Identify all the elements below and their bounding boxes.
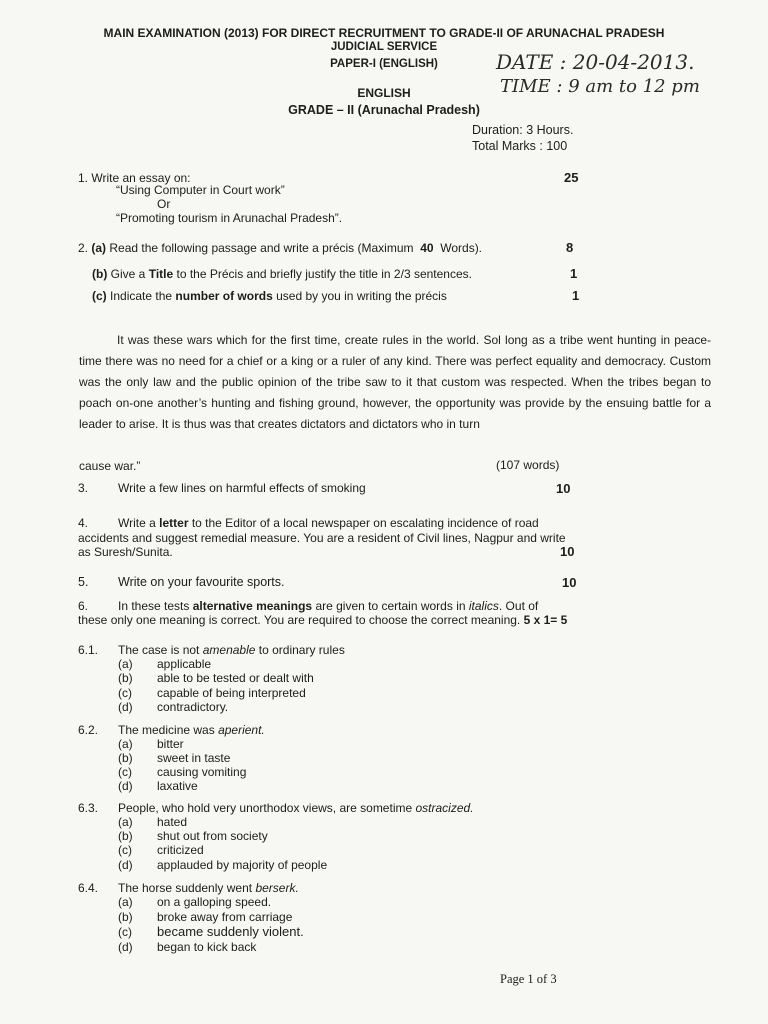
option-label: (a) [118, 895, 133, 909]
option-text: broke away from carriage [157, 910, 293, 924]
option-text: causing vomiting [157, 765, 247, 779]
q1-topic-2: “Promoting tourism in Arunachal Pradesh”. [116, 211, 343, 225]
option-label: (d) [118, 779, 133, 793]
option-text: applicable [157, 657, 212, 671]
option-label: (a) [118, 815, 133, 829]
q6-pre: In these tests [118, 599, 190, 613]
q2c-post: used by you in writing the précis [276, 289, 447, 303]
item-question [118, 881, 299, 895]
option-text: became suddenly violent. [157, 924, 304, 939]
option-label: (c) [118, 765, 132, 779]
paper-line: PAPER-I (ENGLISH) [330, 58, 438, 70]
item-question-pre: The horse suddenly went [118, 881, 253, 895]
grade-heading: GRADE – II (Arunachal Pradesh) [288, 103, 480, 117]
q6-mid: are given to certain words in [315, 599, 466, 613]
item-number: 6.2. [78, 723, 99, 737]
item-number: 6.4. [78, 881, 99, 895]
option-label: (b) [118, 910, 133, 924]
option-label: (c) [118, 843, 132, 857]
item-question-pre: People, who hold very unorthodox views, are sometime [118, 801, 413, 815]
q5-marks: 10 [562, 575, 577, 590]
option-text: bitter [157, 737, 184, 751]
q2a-text-end: Words). [440, 241, 483, 255]
item-question-pre: The case is not [118, 643, 200, 657]
q6-bold: alternative meanings [192, 599, 313, 613]
duration: Duration: 3 Hours. [472, 123, 574, 137]
item-question-post: to ordinary rules [258, 643, 345, 657]
option-text: contradictory. [157, 700, 229, 714]
q1-or: Or [157, 197, 171, 211]
option-text: laxative [157, 779, 198, 793]
q2b-bold: Title [148, 267, 174, 281]
option-text: criticized [157, 843, 204, 857]
q4-post: to the Editor of a local newspaper on escalating incidence of road [191, 516, 539, 530]
passage-word-count: (107 words) [496, 458, 560, 472]
q6-line-2-text: these only one meaning is correct. You are required to choose the correct meaning. [78, 613, 521, 627]
option-text: capable of being interpreted [157, 686, 306, 700]
option-text: on a galloping speed. [157, 895, 272, 909]
item-question [118, 801, 474, 815]
q6-marks: 5 x 1= 5 [523, 613, 568, 627]
total-marks: Total Marks : 100 [472, 139, 568, 153]
option-label: (c) [118, 686, 132, 700]
item-italic-word: berserk. [255, 881, 299, 895]
q2b-label: (b) [92, 267, 108, 281]
option-label: (c) [118, 925, 132, 939]
q4-line-3: as Suresh/Sunita. [78, 545, 173, 559]
q2a-label: (a) [91, 241, 107, 255]
item-number: 6.3. [78, 801, 99, 815]
q6-italic: italics [468, 599, 499, 613]
option-label: (b) [118, 829, 133, 843]
option-text: applauded by majority of people [157, 858, 328, 872]
option-text: shut out from society [157, 829, 268, 843]
item-question [118, 723, 265, 737]
q2a-line [78, 241, 482, 255]
q2-number: 2. [78, 241, 89, 255]
q2a-marks: 8 [566, 240, 574, 255]
q2b-line [92, 267, 472, 281]
option-text: sweet in taste [157, 751, 231, 765]
q5-number: 5. [78, 575, 89, 589]
option-label: (b) [118, 671, 133, 685]
item-question-pre: The medicine was [118, 723, 215, 737]
option-label: (a) [118, 737, 133, 751]
q6-line-2 [78, 613, 567, 627]
q2c-bold: number of words [175, 289, 273, 303]
option-label: (b) [118, 751, 133, 765]
q2a-word-limit: 40 [420, 241, 434, 255]
q3-text: Write a few lines on harmful effects of smoking [118, 481, 366, 495]
q2b-post: to the Précis and briefly justify the title in 2/3 sentences. [176, 267, 472, 281]
q3-number: 3. [78, 481, 89, 495]
option-text: able to be tested or dealt with [157, 671, 314, 685]
q6-post: . Out of [498, 599, 539, 613]
q1-prompt: 1. Write an essay on: [78, 171, 191, 185]
item-number: 6.1. [78, 643, 99, 657]
q2c-label: (c) [92, 289, 107, 303]
subject-heading: ENGLISH [357, 86, 411, 100]
q1-topic-1: “Using Computer in Court work” [116, 183, 285, 197]
q2a-text: Read the following passage and write a précis (Maximum [109, 241, 414, 255]
q4-line-1 [118, 516, 539, 530]
q2c-marks: 1 [572, 288, 580, 303]
q4-pre: Write a [118, 516, 156, 530]
handwritten-date: DATE : 20-04-2013. [496, 50, 695, 74]
item-italic-word: aperient. [218, 723, 265, 737]
q4-marks: 10 [560, 544, 575, 559]
option-label: (d) [118, 940, 133, 954]
q2c-line [92, 289, 447, 303]
passage-last-line: cause war.” [79, 459, 141, 473]
q4-number: 4. [78, 516, 89, 530]
q4-line-2: accidents and suggest remedial measure. You are a resident of Civil lines, Nagpur and write [78, 531, 566, 545]
q6-line-1 [118, 599, 538, 613]
item-italic-word: amenable [202, 643, 256, 657]
option-label: (d) [118, 858, 133, 872]
q6-number: 6. [78, 599, 89, 613]
exam-title: MAIN EXAMINATION (2013) FOR DIRECT RECRUITMENT TO GRADE-II OF ARUNACHAL PRADESH [103, 26, 665, 40]
option-label: (d) [118, 700, 133, 714]
q2b-pre: Give a [110, 267, 146, 281]
q2c-pre: Indicate the [110, 289, 173, 303]
option-label: (a) [118, 657, 133, 671]
service-line: JUDICIAL SERVICE [330, 41, 438, 53]
q4-bold: letter [159, 516, 189, 530]
q1-marks: 25 [564, 170, 579, 185]
option-text: hated [157, 815, 188, 829]
q2b-marks: 1 [570, 266, 578, 281]
option-text: began to kick back [157, 940, 257, 954]
item-italic-word: ostracized. [415, 801, 474, 815]
q3-marks: 10 [556, 481, 571, 496]
handwritten-time: TIME : 9 am to 12 pm [500, 76, 700, 97]
precis-passage: It was these wars which for the first time, create rules in the world. Sol long as a tribe went hunting in peace-time there was no need for a chief or a king or a ruler of any kind. There was perfect equality and democracy. Custom was the only law and the public opinion of the tribe saw to it that custom was respected. When the tribes began to poach on-one another’s hunting and fishing ground, however, the opportunity was provide by the ensuing battle for a leader to arise. It is thus was that creates dictators and dictators who in turn [79, 333, 711, 431]
page-number: Page 1 of 3 [500, 972, 557, 986]
item-question [118, 643, 345, 657]
q5-text: Write on your favourite sports. [118, 575, 285, 589]
